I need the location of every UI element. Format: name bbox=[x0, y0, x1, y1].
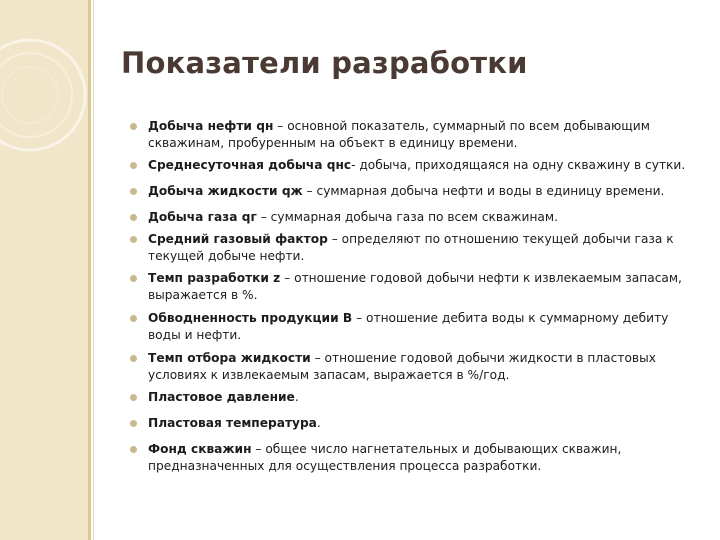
band-edge-line bbox=[88, 0, 91, 540]
item-text: - добыча, приходящаяся на одну скважину в сутки. bbox=[351, 158, 686, 172]
list-item bbox=[130, 350, 690, 384]
item-term: Средний газовый фактор bbox=[148, 232, 328, 246]
list-item bbox=[130, 183, 690, 200]
list-item bbox=[130, 441, 690, 475]
band-edge-line-thin bbox=[93, 0, 94, 540]
bullet-icon bbox=[130, 162, 137, 169]
list-item bbox=[130, 389, 690, 406]
item-term: Обводненность продукции В bbox=[148, 311, 353, 325]
item-term: Темп отбора жидкости bbox=[148, 351, 311, 365]
item-text: – общее число нагнетательных и добывающих скважин, предназначенных для осуществления процесса разработки. bbox=[148, 442, 622, 473]
bullet-icon bbox=[130, 275, 137, 282]
page-title: Показатели разработки bbox=[121, 46, 528, 80]
bullet-icon bbox=[130, 420, 137, 427]
decorative-circles bbox=[0, 0, 88, 540]
item-term: Добыча жидкости qж bbox=[148, 184, 303, 198]
bullet-icon bbox=[130, 188, 137, 195]
left-decorative-band bbox=[0, 0, 88, 540]
item-text: . bbox=[316, 416, 321, 430]
bullet-icon bbox=[130, 446, 137, 453]
item-term: Добыча нефти qн bbox=[148, 119, 274, 133]
item-text: – суммарная добыча газа по всем скважинам. bbox=[256, 210, 558, 224]
item-term: Фонд скважин bbox=[148, 442, 252, 456]
list-item bbox=[130, 231, 690, 265]
bullet-icon bbox=[130, 315, 137, 322]
item-text: – определяют по отношению текущей добычи газа к текущей добыче нефти. bbox=[148, 232, 674, 263]
bullet-icon bbox=[130, 355, 137, 362]
bullet-icon bbox=[130, 214, 137, 221]
list-item bbox=[130, 209, 690, 226]
item-text: – отношение дебита воды к суммарному дебиту воды и нефти. bbox=[148, 311, 669, 342]
list-item bbox=[130, 415, 690, 432]
item-term: Добыча газа qг bbox=[148, 210, 257, 224]
item-term: Пластовое давление bbox=[148, 390, 295, 404]
bullet-icon bbox=[130, 236, 137, 243]
list-item bbox=[130, 157, 690, 174]
item-term: Темп разработки z bbox=[148, 271, 281, 285]
list-item bbox=[130, 310, 690, 344]
bullet-icon bbox=[130, 394, 137, 401]
item-text: – отношение годовой добычи нефти к извлекаемым запасам, выражается в %. bbox=[148, 271, 682, 302]
item-text: – отношение годовой добычи жидкости в пластовых условиях к извлекаемым запасам, выражается в %/год. bbox=[148, 351, 656, 382]
bullet-icon bbox=[130, 123, 137, 130]
item-term: Среднесуточная добыча qнс bbox=[148, 158, 352, 172]
item-text: – основной показатель, суммарный по всем добывающим скважинам, пробуренным на объект в единицу времени. bbox=[148, 119, 650, 150]
list-item bbox=[130, 118, 690, 152]
list-item bbox=[130, 270, 690, 304]
indicator-list bbox=[130, 118, 690, 475]
item-text: – суммарная добыча нефти и воды в единицу времени. bbox=[302, 184, 665, 198]
item-text: . bbox=[294, 390, 299, 404]
item-term: Пластовая температура bbox=[148, 416, 317, 430]
